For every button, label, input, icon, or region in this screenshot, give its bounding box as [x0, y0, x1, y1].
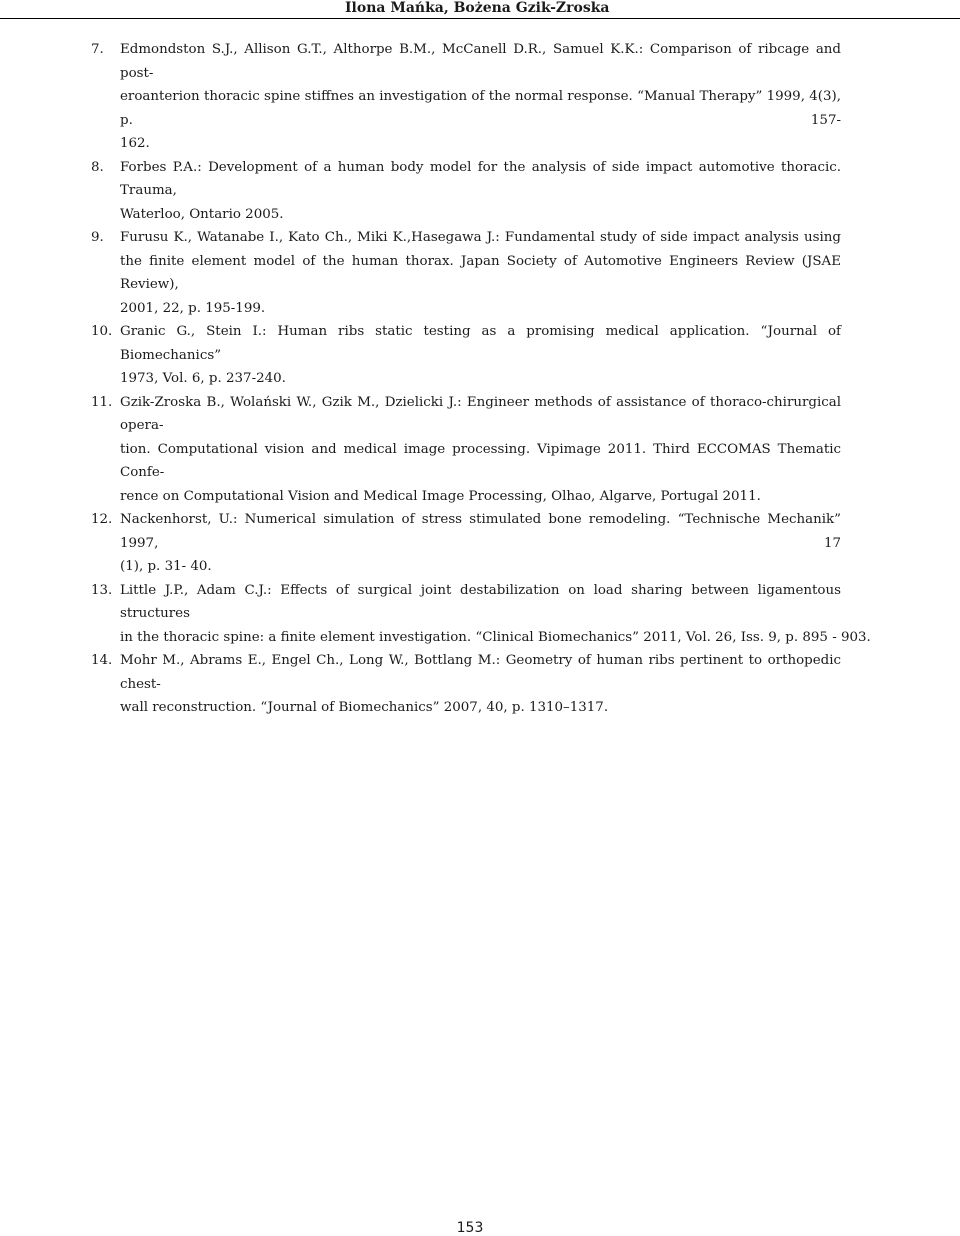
reference-text-line: the finite element model of the human thorax. Japan Society of Automotive Engineers Review (JSAE Review), — [120, 253, 841, 292]
reference-item — [91, 320, 841, 391]
reference-item — [91, 508, 841, 579]
reference-item — [91, 38, 841, 156]
running-head-authors: Ilona Mańka, Bożena Gzik-Zroska — [345, 0, 610, 16]
reference-number: 8. — [91, 159, 104, 175]
reference-text-line: 1973, Vol. 6, p. 237-240. — [120, 371, 286, 386]
header-rule — [0, 18, 960, 19]
reference-number: 13. — [91, 582, 113, 598]
reference-text-line: Edmondston S.J., Allison G.T., Althorpe B.M., McCanell D.R., Samuel K.K.: Comparison of ribcage and post- — [120, 42, 841, 81]
reference-number: 11. — [91, 394, 113, 410]
reference-item — [91, 391, 841, 509]
reference-text-line: tion. Computational vision and medical image processing. Vipimage 2011. Third ECCOMAS Thematic Confe- — [120, 441, 841, 480]
reference-list — [91, 38, 871, 720]
reference-item — [91, 226, 841, 320]
reference-text-line: Furusu K., Watanabe I., Kato Ch., Miki K.,Hasegawa J.: Fundamental study of side impact analysis using — [120, 230, 841, 245]
reference-number: 7. — [91, 42, 104, 57]
reference-text-line: Little J.P., Adam C.J.: Effects of surgical joint destabilization on load sharing between ligamentous structures — [120, 582, 841, 621]
reference-item — [91, 156, 841, 227]
reference-number: 12. — [91, 512, 113, 527]
reference-text-line: eroanterion thoracic spine stiffnes an investigation of the normal response. “Manual Therapy” 1999, 4(3), p. 157- — [120, 89, 841, 128]
page-number: 153 — [456, 1220, 484, 1236]
reference-text-line: rence on Computational Vision and Medical Image Processing, Olhao, Algarve, Portugal 2011. — [120, 488, 761, 504]
reference-text-line: Gzik-Zroska B., Wolański W., Gzik M., Dzielicki J.: Engineer methods of assistance of thoraco-chirurgical opera- — [120, 394, 841, 433]
page-header — [0, 0, 960, 22]
reference-text-line: (1), p. 31- 40. — [120, 559, 212, 574]
reference-item — [91, 579, 871, 650]
reference-number: 14. — [91, 653, 113, 668]
reference-text-line: Forbes P.A.: Development of a human body model for the analysis of side impact automotive thoracic. Trauma, — [120, 159, 841, 198]
reference-text-line: Granic G., Stein I.: Human ribs static testing as a promising medical application. “Journal of Biomechanics” — [120, 324, 841, 363]
reference-item — [91, 649, 841, 720]
reference-text-line: 162. — [120, 136, 150, 151]
reference-text-line: wall reconstruction. “Journal of Biomechanics” 2007, 40, p. 1310–1317. — [120, 700, 609, 715]
reference-text-line: in the thoracic spine: a finite element investigation. “Clinical Biomechanics” 2011, Vol. 26, Iss. 9, p. 895 - 903. — [120, 629, 871, 645]
reference-number: 10. — [91, 324, 113, 339]
reference-text-line: Mohr M., Abrams E., Engel Ch., Long W., Bottlang M.: Geometry of human ribs pertinent to orthopedic chest- — [120, 653, 841, 692]
reference-text-line: Nackenhorst, U.: Numerical simulation of stress stimulated bone remodeling. “Technische Mechanik” 1997, 17 — [120, 512, 841, 551]
reference-number: 9. — [91, 230, 104, 245]
reference-text-line: 2001, 22, p. 195-199. — [120, 300, 266, 316]
reference-text-line: Waterloo, Ontario 2005. — [120, 206, 284, 222]
